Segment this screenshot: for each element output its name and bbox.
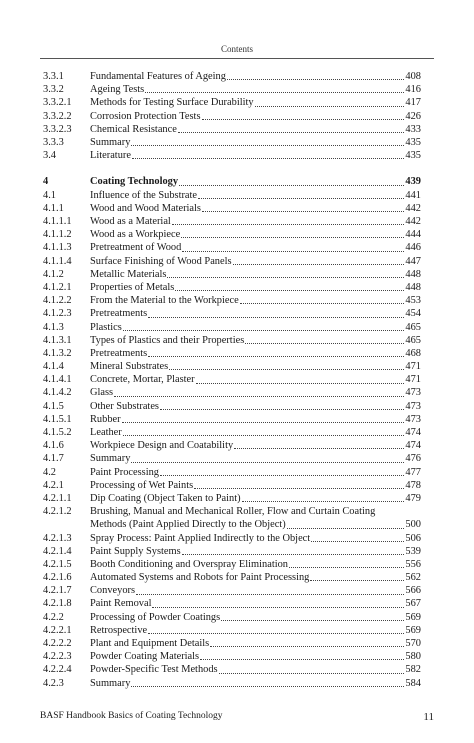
toc-leader-dots <box>210 645 404 647</box>
toc-leader-dots <box>233 263 405 265</box>
toc-leader-dots <box>148 355 404 357</box>
toc-entry <box>43 677 421 690</box>
toc-leader-dots <box>240 302 405 304</box>
toc-entry <box>43 360 421 373</box>
toc-entry-title: Summary <box>90 136 131 148</box>
toc-leader-dots <box>160 408 404 410</box>
toc-entry-number: 4.1.3 <box>43 321 64 333</box>
toc-leader-dots <box>202 118 405 120</box>
toc-entry <box>43 663 421 676</box>
toc-entry-number: 3.3.2 <box>43 84 64 96</box>
toc-entry <box>43 492 421 505</box>
toc-entry-page: 479 <box>405 492 421 504</box>
toc-entry-title: Brushing, Manual and Mechanical Roller, Flow and Curtain Coating <box>90 506 376 518</box>
toc-entry-number: 4.1.5.2 <box>43 427 72 439</box>
toc-entry-title: Plant and Equipment Details <box>90 638 210 650</box>
toc-entry-page: 556 <box>405 558 421 570</box>
toc-entry-page: 448 <box>405 268 421 280</box>
toc-entry <box>43 149 421 162</box>
toc-entry-number: 4.1.4.2 <box>43 387 72 399</box>
toc-entry-page: 465 <box>405 321 421 333</box>
toc-entry-page: 478 <box>405 479 421 491</box>
toc-entry <box>43 452 421 465</box>
toc-entry-number: 4.1.2.1 <box>43 281 72 293</box>
toc-entry-number: 4.2.1.8 <box>43 598 72 610</box>
toc-leader-dots <box>172 223 405 225</box>
toc-entry-number: 4.1 <box>43 189 56 201</box>
toc-entry-number: 4.2.1.4 <box>43 545 72 557</box>
toc-entry-number: 3.3.2.3 <box>43 123 72 135</box>
toc-entry <box>43 136 421 149</box>
toc-leader-dots <box>175 289 404 291</box>
toc-entry-number: 4 <box>43 176 49 188</box>
toc-entry-number: 4.1.5 <box>43 400 64 412</box>
toc-leader-dots <box>287 527 405 529</box>
toc-leader-dots <box>131 685 404 687</box>
toc-leader-dots <box>114 395 404 397</box>
toc-entry-page: 435 <box>405 150 421 162</box>
toc-entry-number: 4.2.1.1 <box>43 492 72 504</box>
toc-entry-title: Fundamental Features of Ageing <box>90 70 226 82</box>
toc-entry <box>43 70 421 83</box>
toc-entry-title: Paint Processing <box>90 466 159 478</box>
toc-entry-number: 3.4 <box>43 150 56 162</box>
toc-entry-title: Literature <box>90 150 131 162</box>
toc-leader-dots <box>245 342 404 344</box>
toc-entry <box>43 637 421 650</box>
toc-leader-dots <box>179 184 404 186</box>
toc-entry <box>43 294 421 307</box>
toc-leader-dots <box>178 131 405 133</box>
toc-entry-number: 4.2.2.2 <box>43 638 72 650</box>
toc-leader-dots <box>289 566 404 568</box>
toc-leader-dots <box>131 144 404 146</box>
toc-entry-page: 580 <box>405 651 421 663</box>
toc-leader-dots <box>202 210 404 212</box>
toc-entry-page: 439 <box>405 176 421 188</box>
toc-entry-number: 4.2 <box>43 466 56 478</box>
toc-entry-page: 408 <box>405 70 421 82</box>
toc-entry-page: 417 <box>405 97 421 109</box>
toc-entry-title: Methods for Testing Surface Durability <box>90 97 254 109</box>
toc-entry-page: 433 <box>405 123 421 135</box>
toc-entry-title: Booth Conditioning and Overspray Elimination <box>90 558 288 570</box>
toc-entry-title: Paint Removal <box>90 598 152 610</box>
toc-entry-number: 3.3.3 <box>43 136 64 148</box>
toc-leader-dots <box>152 606 404 608</box>
toc-leader-dots <box>131 461 404 463</box>
toc-entry-title: Wood and Wood Materials <box>90 202 201 214</box>
toc-entry <box>43 110 421 123</box>
toc-entry-title: Corrosion Protection Tests <box>90 110 201 122</box>
toc-entry-title: Types of Plastics and their Properties <box>90 334 245 346</box>
toc-entry <box>43 215 421 228</box>
toc-entry <box>43 321 421 334</box>
toc-entry-title: Surface Finishing of Wood Panels <box>90 255 232 267</box>
toc-leader-dots <box>255 105 405 107</box>
toc-entry-title: Metallic Materials <box>90 268 167 280</box>
toc-entry-page: 473 <box>405 387 421 399</box>
toc-entry <box>43 123 421 136</box>
toc-entry-title: Concrete, Mortar, Plaster <box>90 374 195 386</box>
toc-entry-number: 4.1.1.2 <box>43 229 72 241</box>
toc-entry-page: 569 <box>405 611 421 623</box>
toc-entry-title: Paint Supply Systems <box>90 545 181 557</box>
toc-entry-number: 4.1.7 <box>43 453 64 465</box>
toc-entry-title: Wood as a Material <box>90 216 171 228</box>
toc-entry <box>43 189 421 202</box>
toc-entry-page: 582 <box>405 664 421 676</box>
toc-entry <box>43 532 421 545</box>
toc-entry <box>43 387 421 400</box>
toc-entry <box>43 598 421 611</box>
toc-entry-title: Properties of Metals <box>90 281 175 293</box>
toc-entry-number: 4.1.4 <box>43 361 64 373</box>
toc-entry-title: Wood as a Workpiece <box>90 229 181 241</box>
toc-entry-page: 446 <box>405 242 421 254</box>
toc-entry-number: 4.1.1 <box>43 202 64 214</box>
toc-entry-page: 566 <box>405 585 421 597</box>
toc-entry <box>43 571 421 584</box>
toc-leader-dots <box>221 619 404 621</box>
toc-entry-number: 4.1.1.4 <box>43 255 72 267</box>
footer-page-number: 11 <box>423 711 434 723</box>
toc-leader-dots <box>123 329 405 331</box>
toc-entry-page: 569 <box>405 624 421 636</box>
table-of-contents <box>43 70 421 690</box>
toc-entry <box>43 611 421 624</box>
toc-entry-page: 476 <box>405 453 421 465</box>
toc-entry-number: 4.2.2.3 <box>43 651 72 663</box>
toc-entry-page: 539 <box>405 545 421 557</box>
toc-leader-dots <box>234 447 404 449</box>
toc-entry <box>43 268 421 281</box>
header-rule <box>40 58 434 59</box>
toc-leader-dots <box>181 236 404 238</box>
toc-entry-number: 4.2.2 <box>43 611 64 623</box>
toc-entry-number: 4.2.1.7 <box>43 585 72 597</box>
toc-entry-title: Processing of Wet Paints <box>90 479 194 491</box>
toc-entry-page: 416 <box>405 84 421 96</box>
toc-entry-page: 471 <box>405 374 421 386</box>
toc-entry-number: 4.2.2.4 <box>43 664 72 676</box>
toc-entry <box>43 307 421 320</box>
toc-entry-title: Spray Process: Paint Applied Indirectly to the Object <box>90 532 311 544</box>
toc-entry-title-continued: Methods (Paint Applied Directly to the Object) <box>90 519 286 531</box>
toc-leader-dots <box>169 368 404 370</box>
toc-entry-number: 4.2.1.3 <box>43 532 72 544</box>
toc-leader-dots <box>123 434 405 436</box>
toc-entry-page: 442 <box>405 216 421 228</box>
toc-entry-title: Automated Systems and Robots for Paint Processing <box>90 572 310 584</box>
toc-entry-page: 442 <box>405 202 421 214</box>
toc-entry-number: 4.1.2.2 <box>43 295 72 307</box>
toc-entry-title: Glass <box>90 387 114 399</box>
toc-entry-title: Powder Coating Materials <box>90 651 200 663</box>
toc-entry <box>43 400 421 413</box>
toc-entry-page: 468 <box>405 347 421 359</box>
toc-entry <box>43 624 421 637</box>
toc-entry-page: 435 <box>405 136 421 148</box>
toc-entry-number: 4.1.3.2 <box>43 347 72 359</box>
toc-leader-dots <box>182 250 404 252</box>
toc-entry-page: 570 <box>405 638 421 650</box>
running-header: Contents <box>220 44 253 54</box>
toc-leader-dots <box>219 672 405 674</box>
toc-entry-title: Powder-Specific Test Methods <box>90 664 218 676</box>
toc-entry <box>43 96 421 109</box>
toc-entry-number: 3.3.2.2 <box>43 110 72 122</box>
toc-entry <box>43 373 421 386</box>
toc-entry <box>43 479 421 492</box>
toc-leader-dots <box>200 658 404 660</box>
toc-entry <box>43 83 421 96</box>
toc-entry-title: Rubber <box>90 413 121 425</box>
toc-entry-title: Influence of the Substrate <box>90 189 198 201</box>
toc-entry-number: 4.2.3 <box>43 677 64 689</box>
toc-entry-page: 506 <box>405 532 421 544</box>
toc-entry <box>43 650 421 663</box>
toc-entry-number: 4.1.1.3 <box>43 242 72 254</box>
toc-entry-title: Pretreatment of Wood <box>90 242 182 254</box>
toc-entry <box>43 334 421 347</box>
toc-entry <box>43 558 421 571</box>
toc-leader-dots <box>167 276 404 278</box>
toc-entry-page: 474 <box>405 440 421 452</box>
page-footer <box>40 711 434 723</box>
toc-entry <box>43 202 421 215</box>
toc-entry-number: 4.2.1.6 <box>43 572 72 584</box>
toc-entry-page: 584 <box>405 677 421 689</box>
toc-entry-title: Coating Technology <box>90 176 179 188</box>
toc-entry-page: 465 <box>405 334 421 346</box>
toc-entry <box>43 439 421 452</box>
toc-entry-page: 500 <box>405 519 421 531</box>
toc-leader-dots <box>160 474 404 476</box>
toc-entry-number: 4.2.1 <box>43 479 64 491</box>
toc-entry-title: Workpiece Design and Coatability <box>90 440 234 452</box>
toc-entry-title: Plastics <box>90 321 122 333</box>
toc-leader-dots <box>227 78 404 80</box>
toc-leader-dots <box>148 632 404 634</box>
toc-leader-dots <box>132 157 404 159</box>
toc-entry-number: 4.2.1.2 <box>43 506 72 518</box>
footer-book-title: BASF Handbook Basics of Coating Technology <box>40 711 223 721</box>
toc-entry <box>43 176 421 189</box>
toc-leader-dots <box>310 579 404 581</box>
toc-entry-title: Leather <box>90 427 122 439</box>
toc-entry-continuation <box>43 518 421 531</box>
toc-entry-title: Ageing Tests <box>90 84 145 96</box>
toc-entry-page: 471 <box>405 361 421 373</box>
toc-entry-title: Dip Coating (Object Taken to Paint) <box>90 492 241 504</box>
toc-entry-number: 4.1.4.1 <box>43 374 72 386</box>
toc-entry-page: 441 <box>405 189 421 201</box>
toc-leader-dots <box>145 91 404 93</box>
toc-entry <box>43 426 421 439</box>
toc-entry-page: 567 <box>405 598 421 610</box>
toc-entry <box>43 413 421 426</box>
toc-entry-number: 4.2.2.1 <box>43 624 72 636</box>
toc-entry-title: Summary <box>90 677 131 689</box>
toc-entry <box>43 545 421 558</box>
toc-leader-dots <box>148 316 404 318</box>
toc-entry-page: 562 <box>405 572 421 584</box>
toc-leader-dots <box>311 540 404 542</box>
toc-entry-title: Pretreatments <box>90 347 148 359</box>
toc-entry <box>43 584 421 597</box>
toc-entry-number: 4.2.1.5 <box>43 558 72 570</box>
toc-leader-dots <box>242 500 405 502</box>
toc-leader-dots <box>122 421 405 423</box>
toc-entry-page: 453 <box>405 295 421 307</box>
toc-entry-number: 4.1.1.1 <box>43 216 72 228</box>
toc-entry-title: Retrospective <box>90 624 148 636</box>
toc-entry-title: Mineral Substrates <box>90 361 169 373</box>
toc-entry-page: 448 <box>405 281 421 293</box>
toc-leader-dots <box>198 197 404 199</box>
toc-entry <box>43 281 421 294</box>
toc-entry <box>43 505 421 518</box>
toc-entry-page: 444 <box>405 229 421 241</box>
toc-entry-title: Pretreatments <box>90 308 148 320</box>
toc-entry <box>43 466 421 479</box>
toc-entry-number: 4.1.6 <box>43 440 64 452</box>
toc-entry-title: Summary <box>90 453 131 465</box>
toc-entry <box>43 347 421 360</box>
toc-entry <box>43 241 421 254</box>
toc-entry-title: From the Material to the Workpiece <box>90 295 239 307</box>
toc-entry-page: 447 <box>405 255 421 267</box>
toc-entry-page: 426 <box>405 110 421 122</box>
toc-entry-title: Chemical Resistance <box>90 123 177 135</box>
toc-entry <box>43 228 421 241</box>
toc-leader-dots <box>196 382 405 384</box>
toc-entry-number: 3.3.1 <box>43 70 64 82</box>
toc-entry-page: 454 <box>405 308 421 320</box>
toc-entry-number: 4.1.3.1 <box>43 334 72 346</box>
toc-entry-number: 3.3.2.1 <box>43 97 72 109</box>
toc-entry-number: 4.1.2 <box>43 268 64 280</box>
toc-leader-dots <box>136 593 404 595</box>
toc-entry-page: 474 <box>405 427 421 439</box>
toc-entry-page: 477 <box>405 466 421 478</box>
toc-entry-title: Conveyors <box>90 585 136 597</box>
toc-leader-dots <box>194 487 404 489</box>
toc-entry <box>43 255 421 268</box>
toc-entry-page: 473 <box>405 400 421 412</box>
toc-entry-number: 4.1.5.1 <box>43 413 72 425</box>
toc-leader-dots <box>182 553 405 555</box>
toc-entry-page: 473 <box>405 413 421 425</box>
toc-entry-title: Other Substrates <box>90 400 159 412</box>
toc-entry-number: 4.1.2.3 <box>43 308 72 320</box>
toc-entry-title: Processing of Powder Coatings <box>90 611 221 623</box>
